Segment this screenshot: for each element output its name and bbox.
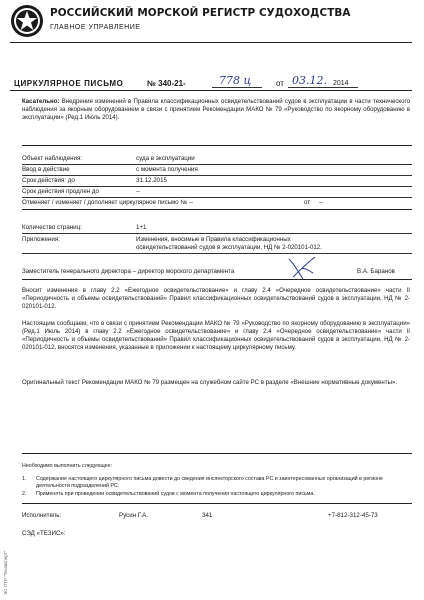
- signatory-rule: [22, 279, 412, 280]
- letter-number-label: № 340-21-: [147, 79, 186, 88]
- signatory-name: В.А. Баранов: [357, 268, 395, 275]
- executor-phone: +7-812-312-45-73: [328, 512, 378, 519]
- intro-paragraph: Вносит изменения в главу 2.2 «Ежегодное освидетельствование» и главу 2.4 «Очередное освидетельствование» части II «Периодичность и объемы освидетельствований» Правил классификационных освидетельствований судов в эксплуатации, НД № 2-020101-012.: [22, 287, 410, 310]
- action-item-text: Применять при проведении освидетельствований судов с момента получения настоящего циркулярного письма.: [36, 491, 315, 497]
- header-rule: [10, 42, 412, 43]
- info-row-value: --: [136, 188, 141, 195]
- info-row-label: Срок действия продлен до: [22, 188, 99, 195]
- action-item-number: 2.: [22, 491, 27, 497]
- body-paragraph-1: Настоящим сообщаем, что в связи с принятием Рекомендации МАКО № 79 «Руководство по якорному оборудованию в эксплуатации» (Ред.1 Июль 2014) в главу 2.2 «Ежегодное освидетельствование» и главу 2.4 «Очередное освидетельствование» части II «Периодичность и объемы освидетельствований» Правил классификационных освидетельствований судов в эксплуатации, НД № 2-020101-012, вносятся изменения, указанные в приложении к настоящему циркулярному письму.: [22, 320, 410, 351]
- org-subtitle: ГЛАВНОЕ УПРАВЛЕНИЕ: [50, 24, 141, 31]
- subject-block: [22, 98, 410, 122]
- info-row-label: Срок действия: до: [22, 177, 75, 184]
- body-paragraph-2: Оригинальный текст Рекомендации МАКО № 79 размещен на служебном сайте РС в разделе «Внешние нормативные документы».: [22, 379, 398, 386]
- rs-logo: [10, 4, 44, 38]
- pages-label: Количество страниц:: [22, 224, 82, 231]
- info-row-value: суда в эксплуатации: [136, 155, 195, 162]
- info-top-rule: [22, 145, 412, 146]
- subject-text: Внедрения изменений в Правила классификационных освидетельствований судов в эксплуатации в части технического наблюдения за якорным оборудованием в связи с принятием Рекомендации МАКО № 79 «Руководство по якорному оборудованию в эксплуатации» (Ред.1 Июль 2014).: [22, 98, 410, 121]
- executor-extension: 341: [202, 512, 213, 519]
- org-title: РОССИЙСКИЙ МОРСКОЙ РЕГИСТР СУДОХОДСТВА: [50, 7, 351, 19]
- action-item-text: Содержание настоящего циркулярного письма довести до сведения инспекторского состава РС и заинтересованных организаций в регионе деятельности подразделений РС.: [36, 476, 383, 489]
- side-watermark: [3, 500, 13, 595]
- actions-bottom-rule: [22, 503, 412, 504]
- sed-label: СЭД «ТЕЗИС»:: [22, 530, 66, 537]
- info-row-label: Объект наблюдения:: [22, 155, 83, 162]
- info-row-value: 31.12.2015: [136, 177, 167, 184]
- date-from-label: от: [276, 79, 284, 88]
- action-item-number: 1.: [22, 476, 27, 482]
- cancels-from-label: от: [304, 199, 311, 206]
- letter-date-year: 2014: [333, 80, 349, 87]
- subject-label: Касательно:: [22, 98, 60, 105]
- cancels-label: Отменяет / изменяет / дополняет циркулярное письмо №: [22, 199, 187, 206]
- attachments-label: Приложения:: [22, 236, 60, 243]
- actions-top-rule: [22, 453, 412, 454]
- attachments-value: Изменения, вносимые в Правила классификационных освидетельствований судов в эксплуатации, НД № 2-020101-012.: [136, 236, 322, 251]
- executor-label: Исполнитель:: [22, 512, 62, 519]
- letter-rule: [10, 90, 412, 91]
- info-row-label: Ввод в действие: [22, 166, 70, 173]
- pages-value: 1+1: [136, 224, 147, 231]
- info-row-value: с момента получения: [136, 166, 198, 173]
- letter-number-handwritten: 778 ц: [219, 74, 252, 87]
- number-underline: [212, 87, 262, 88]
- letter-type: ЦИРКУЛЯРНОЕ ПИСЬМО: [14, 79, 124, 88]
- letter-date-handwritten: 03.12.: [292, 74, 327, 87]
- cancels-from-value: --: [319, 199, 324, 206]
- side-watermark-text: ЭС ПТР "Техэксперт": [3, 550, 8, 595]
- actions-title: Необходимо выполнить следующее:: [22, 463, 112, 469]
- signatory-position: Заместитель генерального директора – директор морского департамента: [22, 268, 235, 275]
- cancels-number: --: [189, 199, 194, 206]
- executor-name: Русин Г.А.: [119, 512, 148, 519]
- info-bottom-rule: [22, 209, 412, 210]
- date-underline: [288, 87, 358, 88]
